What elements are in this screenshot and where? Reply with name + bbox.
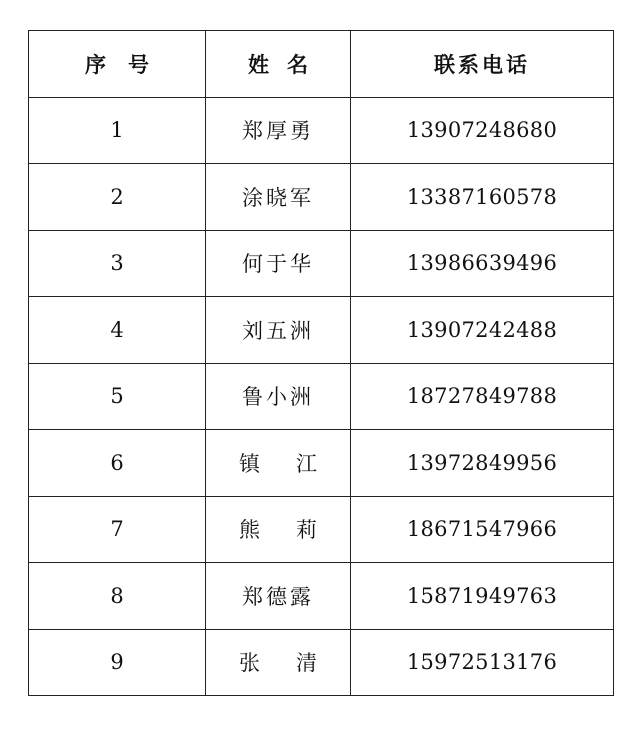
header-row (29, 31, 614, 98)
row-index: 6 (29, 430, 206, 497)
table-row (29, 97, 614, 164)
row-name-cell (206, 164, 351, 231)
row-index: 1 (29, 97, 206, 164)
row-name: 熊莉 (239, 518, 353, 543)
row-index: 9 (29, 629, 206, 696)
row-name: 鲁小洲 (242, 385, 314, 410)
row-name: 涂晓军 (242, 185, 314, 210)
row-name: 何于华 (242, 252, 314, 277)
table-row (29, 363, 614, 430)
table-row (29, 164, 614, 231)
row-index: 5 (29, 363, 206, 430)
row-name: 郑德露 (242, 584, 314, 609)
header-name: 姓名 (206, 31, 351, 98)
row-name-cell (206, 496, 351, 563)
table-row (29, 629, 614, 696)
row-name-cell (206, 230, 351, 297)
row-name: 郑厚勇 (242, 119, 314, 144)
table-row (29, 430, 614, 497)
row-index: 2 (29, 164, 206, 231)
row-phone: 13972849956 (351, 430, 614, 497)
table-row (29, 297, 614, 364)
contact-table (28, 30, 614, 696)
row-index: 7 (29, 496, 206, 563)
row-name-cell (206, 297, 351, 364)
row-name: 刘五洲 (242, 318, 314, 343)
row-name: 张清 (239, 651, 353, 676)
row-phone: 15871949763 (351, 563, 614, 630)
header-phone: 联系电话 (351, 31, 614, 98)
table-row (29, 230, 614, 297)
row-name-cell (206, 430, 351, 497)
row-phone: 18727849788 (351, 363, 614, 430)
row-phone: 13907242488 (351, 297, 614, 364)
header-index: 序号 (29, 31, 206, 98)
row-index: 3 (29, 230, 206, 297)
row-name-cell (206, 563, 351, 630)
row-phone: 13986639496 (351, 230, 614, 297)
row-index: 8 (29, 563, 206, 630)
table-row (29, 563, 614, 630)
row-phone: 15972513176 (351, 629, 614, 696)
row-name-cell (206, 97, 351, 164)
row-name-cell (206, 363, 351, 430)
row-name: 镇江 (239, 451, 353, 476)
row-phone: 13387160578 (351, 164, 614, 231)
table-row (29, 496, 614, 563)
row-name-cell (206, 629, 351, 696)
row-phone: 13907248680 (351, 97, 614, 164)
row-phone: 18671547966 (351, 496, 614, 563)
row-index: 4 (29, 297, 206, 364)
